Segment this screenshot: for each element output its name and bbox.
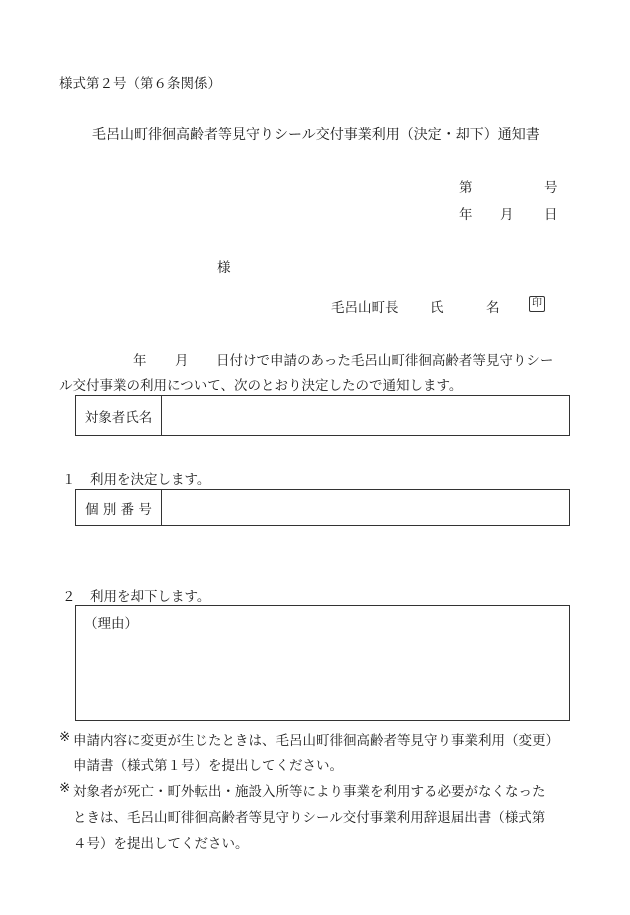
reason-label: （理由） bbox=[84, 616, 138, 632]
note1-mark: ※ bbox=[59, 729, 71, 745]
body-date-month: 月 bbox=[175, 353, 189, 369]
section2-number: ２ bbox=[62, 589, 76, 605]
note2-line3: ４号）を提出してください。 bbox=[73, 836, 249, 852]
date-day: 日 bbox=[544, 207, 558, 223]
section1-text: 利用を決定します。 bbox=[90, 472, 211, 488]
reason-box[interactable] bbox=[75, 605, 570, 721]
id-number-field[interactable] bbox=[162, 490, 569, 525]
date-month: 月 bbox=[500, 207, 514, 223]
id-number-label: 個 別 番 号 bbox=[76, 490, 162, 525]
seal-mark: 印 bbox=[529, 296, 545, 312]
date-year: 年 bbox=[459, 207, 473, 223]
doc-number-dai: 第 bbox=[459, 180, 473, 196]
note2-line2: ときは、毛呂山町徘徊高齢者等見守りシール交付事業利用辞退届出書（様式第 bbox=[73, 810, 546, 826]
subject-name-table bbox=[75, 395, 570, 436]
seal-icon bbox=[529, 295, 545, 312]
section1-number: １ bbox=[62, 472, 76, 488]
note1-line1: 申請内容に変更が生じたときは、毛呂山町徘徊高齢者等見守り事業利用（変更） bbox=[73, 733, 559, 749]
addressee-suffix: 様 bbox=[217, 260, 231, 276]
id-number-table bbox=[75, 489, 570, 526]
note2-mark: ※ bbox=[59, 780, 71, 796]
doc-number-go: 号 bbox=[544, 180, 558, 196]
section2-text: 利用を却下します。 bbox=[90, 589, 211, 605]
form-number: 様式第２号（第６条関係） bbox=[59, 76, 221, 92]
note2-line1: 対象者が死亡・町外転出・施設入所等により事業を利用する必要がなくなった bbox=[73, 784, 546, 800]
issuer-shi: 氏 bbox=[430, 300, 444, 316]
issuer-mayor: 毛呂山町長 bbox=[331, 300, 399, 316]
body-line1: 日付けで申請のあった毛呂山町徘徊高齢者等見守りシー bbox=[216, 353, 554, 369]
subject-name-field[interactable] bbox=[162, 396, 569, 435]
page-title: 毛呂山町徘徊高齢者等見守りシール交付事業利用（決定・却下）通知書 bbox=[92, 127, 540, 143]
subject-name-label: 対象者氏名 bbox=[76, 396, 162, 435]
issuer-mei: 名 bbox=[486, 300, 500, 316]
body-line2: ル交付事業の利用について、次のとおり決定したので通知します。 bbox=[59, 378, 463, 394]
body-date-year: 年 bbox=[133, 353, 147, 369]
note1-line2: 申請書（様式第１号）を提出してください。 bbox=[73, 758, 343, 774]
